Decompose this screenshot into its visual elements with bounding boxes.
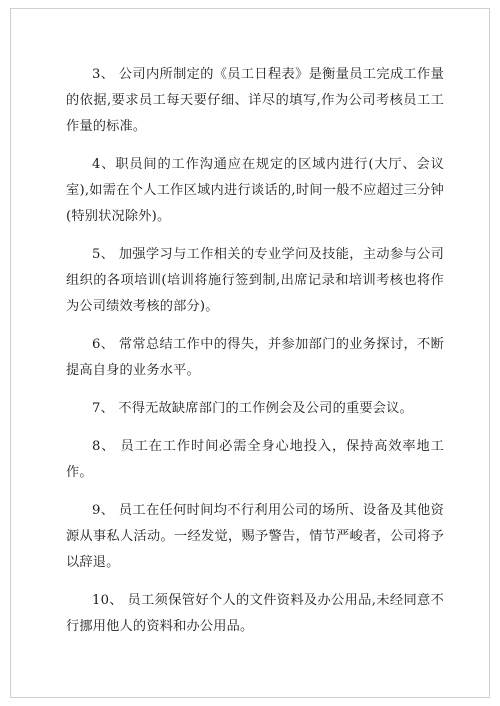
rule-paragraph-8: 8、 员工在工作时间必需全身心地投入，保持高效率地工作。 bbox=[66, 439, 444, 480]
rule-paragraph-4: 4、职员间的工作沟通应在规定的区域内进行(大厅、会议室),如需在个人工作区域内进行谈话的,时间一般不应超过三分钟(特别状况除外)。 bbox=[66, 157, 444, 224]
rule-paragraph-9: 9、 员工在任何时间均不行利用公司的场所、设备及其他资源从事私人活动。一经发觉，赐予警告，情节严峻者，公司将予以辞退。 bbox=[66, 503, 444, 570]
rule-paragraph-10: 10、 员工须保管好个人的文件资料及办公用品,未经同意不行挪用他人的资料和办公用品。 bbox=[66, 593, 444, 634]
document-body bbox=[66, 62, 444, 652]
rule-paragraph-5: 5、 加强学习与工作相关的专业学问及技能，主动参与公司组织的各项培训(培训将施行签到制,出席记录和培训考核也将作为公司绩效考核的部分)。 bbox=[66, 247, 444, 314]
rule-paragraph-7: 7、 不得无故缺席部门的工作例会及公司的重要会议。 bbox=[92, 401, 413, 416]
rule-paragraph-6: 6、 常常总结工作中的得失，并参加部门的业务探讨，不断提高自身的业务水平。 bbox=[66, 337, 444, 378]
rule-paragraph-3: 3、 公司内所制定的《员工日程表》是衡量员工完成工作量的依据,要求员工每天要仔细、详尽的填写,作为公司考核员工工作量的标准。 bbox=[66, 67, 444, 134]
